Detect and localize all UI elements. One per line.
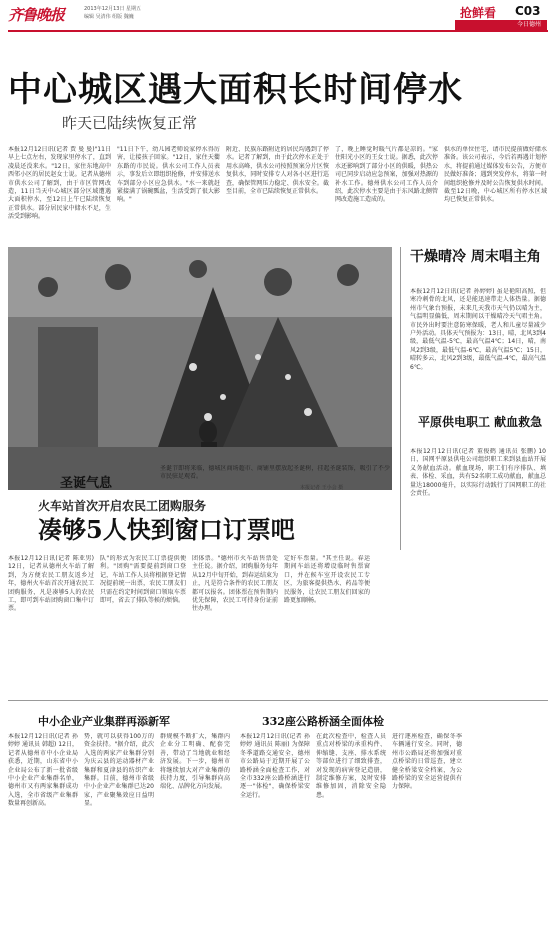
- bottom-rule: [8, 700, 548, 701]
- photo-image: [8, 247, 392, 490]
- train-column-1: 本报12月12日讯(记者 陈亚男) 12日，记者从德州火车站了解到，为方便农民工朋友返乡过年，德州火车站首次开通农民工团购服务，凡是凑够5人的农民工，即可到车站团购窗口集中订票。: [8, 555, 94, 613]
- lead-subhead: 昨天已陆续恢复正常: [62, 114, 198, 132]
- industry-column-3: 群规模不断扩大，集群内企业分工明确、配套完善，带动了当地就业和经济发展。下一步，德州市将继续加大对产业集群的扶持力度，引导集群向高端化、品牌化方向发展。: [160, 733, 230, 791]
- power-headline: 平原供电职工 献血救急: [418, 415, 543, 429]
- lead-column-4: 了，晚上睡觉时暖气片都是凉的。"家住阳光小区的王女士说。据悉，此次停水还影响到了部分小区的供暖，供热公司已同步启动应急预案，加强对热源的补水工作。德州供水公司工作人员介绍，此次停水主要是由于东风路北侧管网改造施工造成的。: [335, 146, 438, 204]
- photo-caption: 圣诞节即将来临，德城区商场超市、商铺里摆放起圣诞树，挂起圣诞装饰，吸引了不少市民驻足观看。: [160, 465, 390, 481]
- lead-column-1: 本报12月12日讯(记者 贾 曼 曼)"11日早上七点左右，发现家里停水了，直到凌晨还没来水。"12日，家住东地高中西邻小区的居民赵女士说。记者从德州市供水公司了解到，由于市区管网改造，11日当天中心城区部分区域遭遇大面积停水，至12日上午已陆续恢复正常供水。部分居民家中储水不足，生活受到影响。: [8, 146, 111, 221]
- road-column-3: 进行逐座检查，确保冬季车辆通行安全。同时，德州市公路局还将加强对重点桥梁的日常巡查，建立健全桥梁安全档案，为公路桥梁的安全运营提供有力保障。: [392, 733, 462, 791]
- power-body: 本报12月12日讯(记者 董俊鹤 通讯员 张鹏) 10日，国网平原县供电公司组织职工来到县血站开展义务献血活动。献血现场，职工们有序排队、填表、体检、采血，共有52名职工成功献血，献血总量达18000毫升，以实际行动践行了国网职工的社会责任。: [410, 448, 546, 498]
- industry-headline: 中小企业产业集群再添新军: [38, 715, 170, 728]
- train-column-4: 定好车票量。"其主任说。春运期间车站还将增设临时售票窗口，并在候车室开设农民工专区，为旅客提供热水、药品等便民服务，让农民工朋友们回家的路更加顺畅。: [284, 555, 370, 605]
- train-kicker: 火车站首次开启农民工团购服务: [38, 499, 207, 513]
- sub-banner: 今日德州: [455, 20, 547, 30]
- lead-column-5: 供水的单位住宅，请市民提前做好储水准备。该公司表示，今后若再遇计划停水，将提前通过媒体发布公告，方便市民做好准备；遇到突发停水，将第一时间组织抢修并及时公告恢复供水时间。截至12日晚，中心城区所有停水区域均已恢复正常供水。: [444, 146, 547, 204]
- masthead-rule: [8, 30, 548, 32]
- road-column-2: 在此次检查中，检查人员重点对桥梁的承重构件、伸缩缝、支座、排水系统等部位进行了细致排查，对发现的病害登记造册，制定维修方案，及时安排维修加固，消除安全隐患。: [316, 733, 386, 799]
- weather-body: 本报12月12日讯(记者 孙婷婷) 虽是艳阳高照，但寒冷刺骨的北风，还是能迅速带走人体热量。据德州市气象台预报，未来几天我市天气仍以晴为主，气温明显偏低，周末期间以干燥晴冷天气唱主角。市民外出时要注意防寒保暖，老人和儿童尽量减少户外活动。具体天气预报为：13日，晴，北风3到4级，最低气温-5℃，最高气温4℃；14日，晴，南风2到3级，最低气温-6℃，最高气温5℃；15日，晴转多云，北风2到3级，最低气温-4℃，最高气温6℃。: [410, 288, 546, 371]
- industry-column-1: 本报12月12日讯(记者 孙婷婷 通讯员 韩超) 12日，记者从德州市中小企业局获悉，近期，山东省中小企业局公布了新一批省级中小企业产业集群名单，德州市又有两家集群成功入选，全市省级产业集群数量再创新高。: [8, 733, 78, 808]
- page-number: C03: [515, 4, 541, 18]
- editor-line: 编辑 吴清伟 组版 魏巍: [84, 14, 134, 20]
- train-column-3: 团体票。"德州市火车站售票处主任说。据介绍，团购服务每年从12月中旬开始，到春运结束为止，凡是符合条件的农民工朋友都可以报名。团体票在预售期内优先保障，农民工可持身份证前往办理。: [192, 555, 278, 613]
- lead-column-2: "11日下午，幼儿园老师说家停水得厉害，让接孩子回家。"12日，家住天衢东路的市民说。供水公司工作人员表示，事发后立即组织抢修，并安排送水车到部分小区应急供水。"水一来就赶紧接满了锅碗瓢盆，生活受到了很大影响。": [117, 146, 220, 204]
- lead-headline: 中心城区遇大面积长时间停水: [8, 70, 463, 110]
- lead-column-3: 附近、民族东路附近的居民均遇到了停水。记者了解到，由于此次停水正处于用水高峰，供水公司按照预案分片区恢复供水，同时安排专人对各小区进行巡查，确保管网压力稳定、供水安全。截至目前，全市已陆续恢复正常供水。: [226, 146, 329, 196]
- newspaper-logo: 齐鲁晚报: [8, 6, 65, 24]
- photo-credit: 本报记者 王小会 摄: [300, 485, 344, 491]
- train-column-2: 队"的形式为农民工订票提供便利。"团购"需要提前到窗口登记，车站工作人员将根据登记情况提前统一出票，农民工朋友们只需在约定时间到窗口领取车票即可，省去了排队等候的烦恼。: [100, 555, 186, 605]
- section-title: 抢鲜看: [460, 6, 497, 20]
- train-headline: 凑够5人快到窗口订票吧: [38, 515, 295, 544]
- road-column-1: 本报12月12日讯(记者 孙婷婷 通讯员 陈丽) 为保障冬季道路交通安全，德州市公路局于近期开展了公路桥涵全面检查工作，对全市332座公路桥涵进行逐一"体检"，确保桥梁安全运行。: [240, 733, 310, 799]
- weather-headline: 干燥晴冷 周末唱主角: [410, 249, 541, 265]
- christmas-photo: [8, 247, 392, 490]
- photo-title: 圣诞气息: [60, 476, 113, 491]
- industry-column-2: 势，就可以获得100万的资金扶持。"据介绍，此次入选的两家产业集群分别为庆云县的运动器材产业集群和夏津县的纺织产业集群。目前，德州市省级中小企业产业集群已达20家，产业聚集效应日益明显。: [84, 733, 154, 808]
- column-divider: [400, 247, 401, 550]
- road-headline: 332座公路桥涵全面体检: [262, 715, 384, 728]
- date-line: 2013年12月13日 星期五: [84, 6, 142, 12]
